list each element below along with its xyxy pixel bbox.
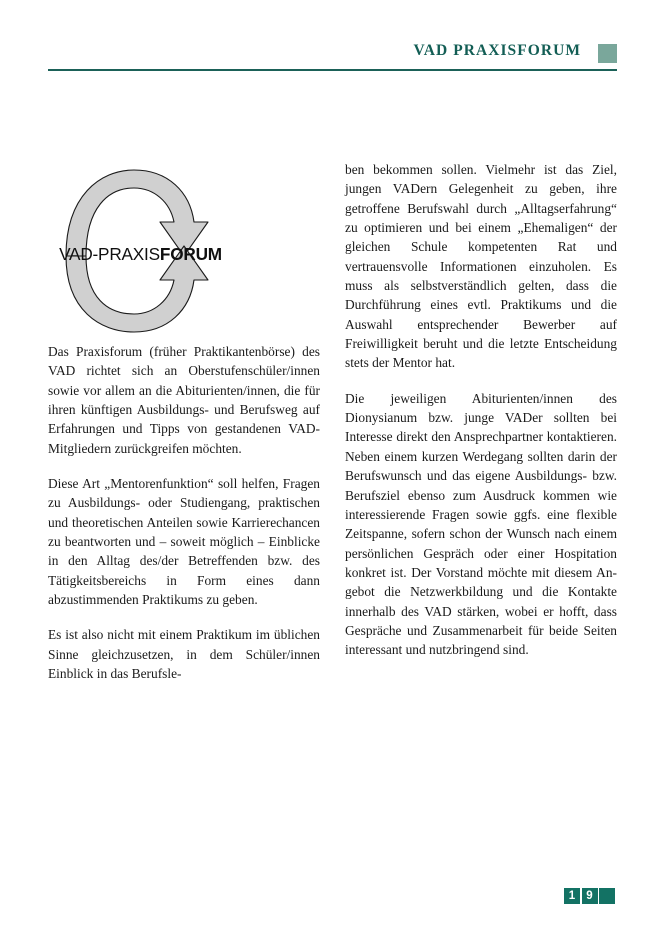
body-column-left xyxy=(48,160,320,684)
logo-wordmark-regular: VAD-PRAXIS xyxy=(59,244,160,264)
paragraph: ben bekommen sollen. Vielmehr ist das Ziel, jungen VADern Gelegenheit zu geben, ihre getroffene Berufswahl durch „Alltagserfahrung“ zu optimieren und bei einem „Ehemaligen“ der gleichen Schule kompetenten Rat und vertrauensvolle Informationen einzuholen. Es muss als selbstverständlich gelten, dass die Durchführung eines evtl. Praktikums und die Auswahl entsprechender Bewerber auf Freiwilligkeit beruht und die letzte Entscheidung stets der Mentor hat. xyxy=(345,162,617,371)
page-header-title: VAD PRAXISFORUM xyxy=(413,42,581,59)
body-column-right xyxy=(345,160,617,660)
page-number-badge xyxy=(564,888,615,904)
paragraph: Es ist also nicht mit einem Praktikum im üblichen Sinne gleichzusetzen, in dem Schüler/innen Einblick in das Berufsle- xyxy=(48,627,320,682)
page-number-digit: 1 xyxy=(564,888,580,904)
logo-wordmark-bold: FORUM xyxy=(159,244,222,264)
paragraph: Diese Art „Mentorenfunktion“ soll helfen, Fragen zu Ausbildungs- oder Studiengang, praktischen und theoretischen Anteilen sowie Karrierechancen zu beantworten und – soweit möglich – Einblicke in den Alltag des/der Betreffenden bzw. des Tätigkeitsbereichs in Form eines dann abzustimmenden Praktikums zu geben. xyxy=(48,476,320,608)
paragraph: Die jeweiligen Abiturienten/innen des Dionysianum bzw. junge VADer sollten bei Interesse direkt den Ansprechpartner kontaktieren. Neben einem kurzen Werdegang sollten darin der Berufswunsch und das eigene Ausbildungs- bzw. Berufsziel ebenso zum Ausdruck kommen wie interessierende Fragen sowie ggfs. eine flexible Zeitspanne, sofern schon der Wunsch nach einem persönlichen Gespräch oder einer Hospitation konkret ist. Der Vorstand möchte mit diesem Angebot die Netzwerkbildung und die Kontakte innerhalb des VAD stärken, wobei er hofft, dass Gespräche und Zusammenarbeit für beide Seiten interessant und nutzbringend sind. xyxy=(345,390,617,658)
page-header xyxy=(48,40,617,74)
header-rule xyxy=(48,69,617,71)
page-number-digit: 9 xyxy=(582,888,598,904)
paragraph: Das Praxisforum (früher Praktikantenbörse) des VAD richtet sich an Oberstufenschüler/innen sowie vor allem an die Abiturienten/innen, die für ihren künftigen Ausbildungs- und Berufsweg auf Erfahrungen und Tipps von gestandenen VAD-Mitgliedern zurückgreifen möchten. xyxy=(48,344,320,456)
logo-spacer xyxy=(48,160,320,342)
page-number-trailing-square xyxy=(599,888,615,904)
header-square-marker xyxy=(598,44,617,63)
